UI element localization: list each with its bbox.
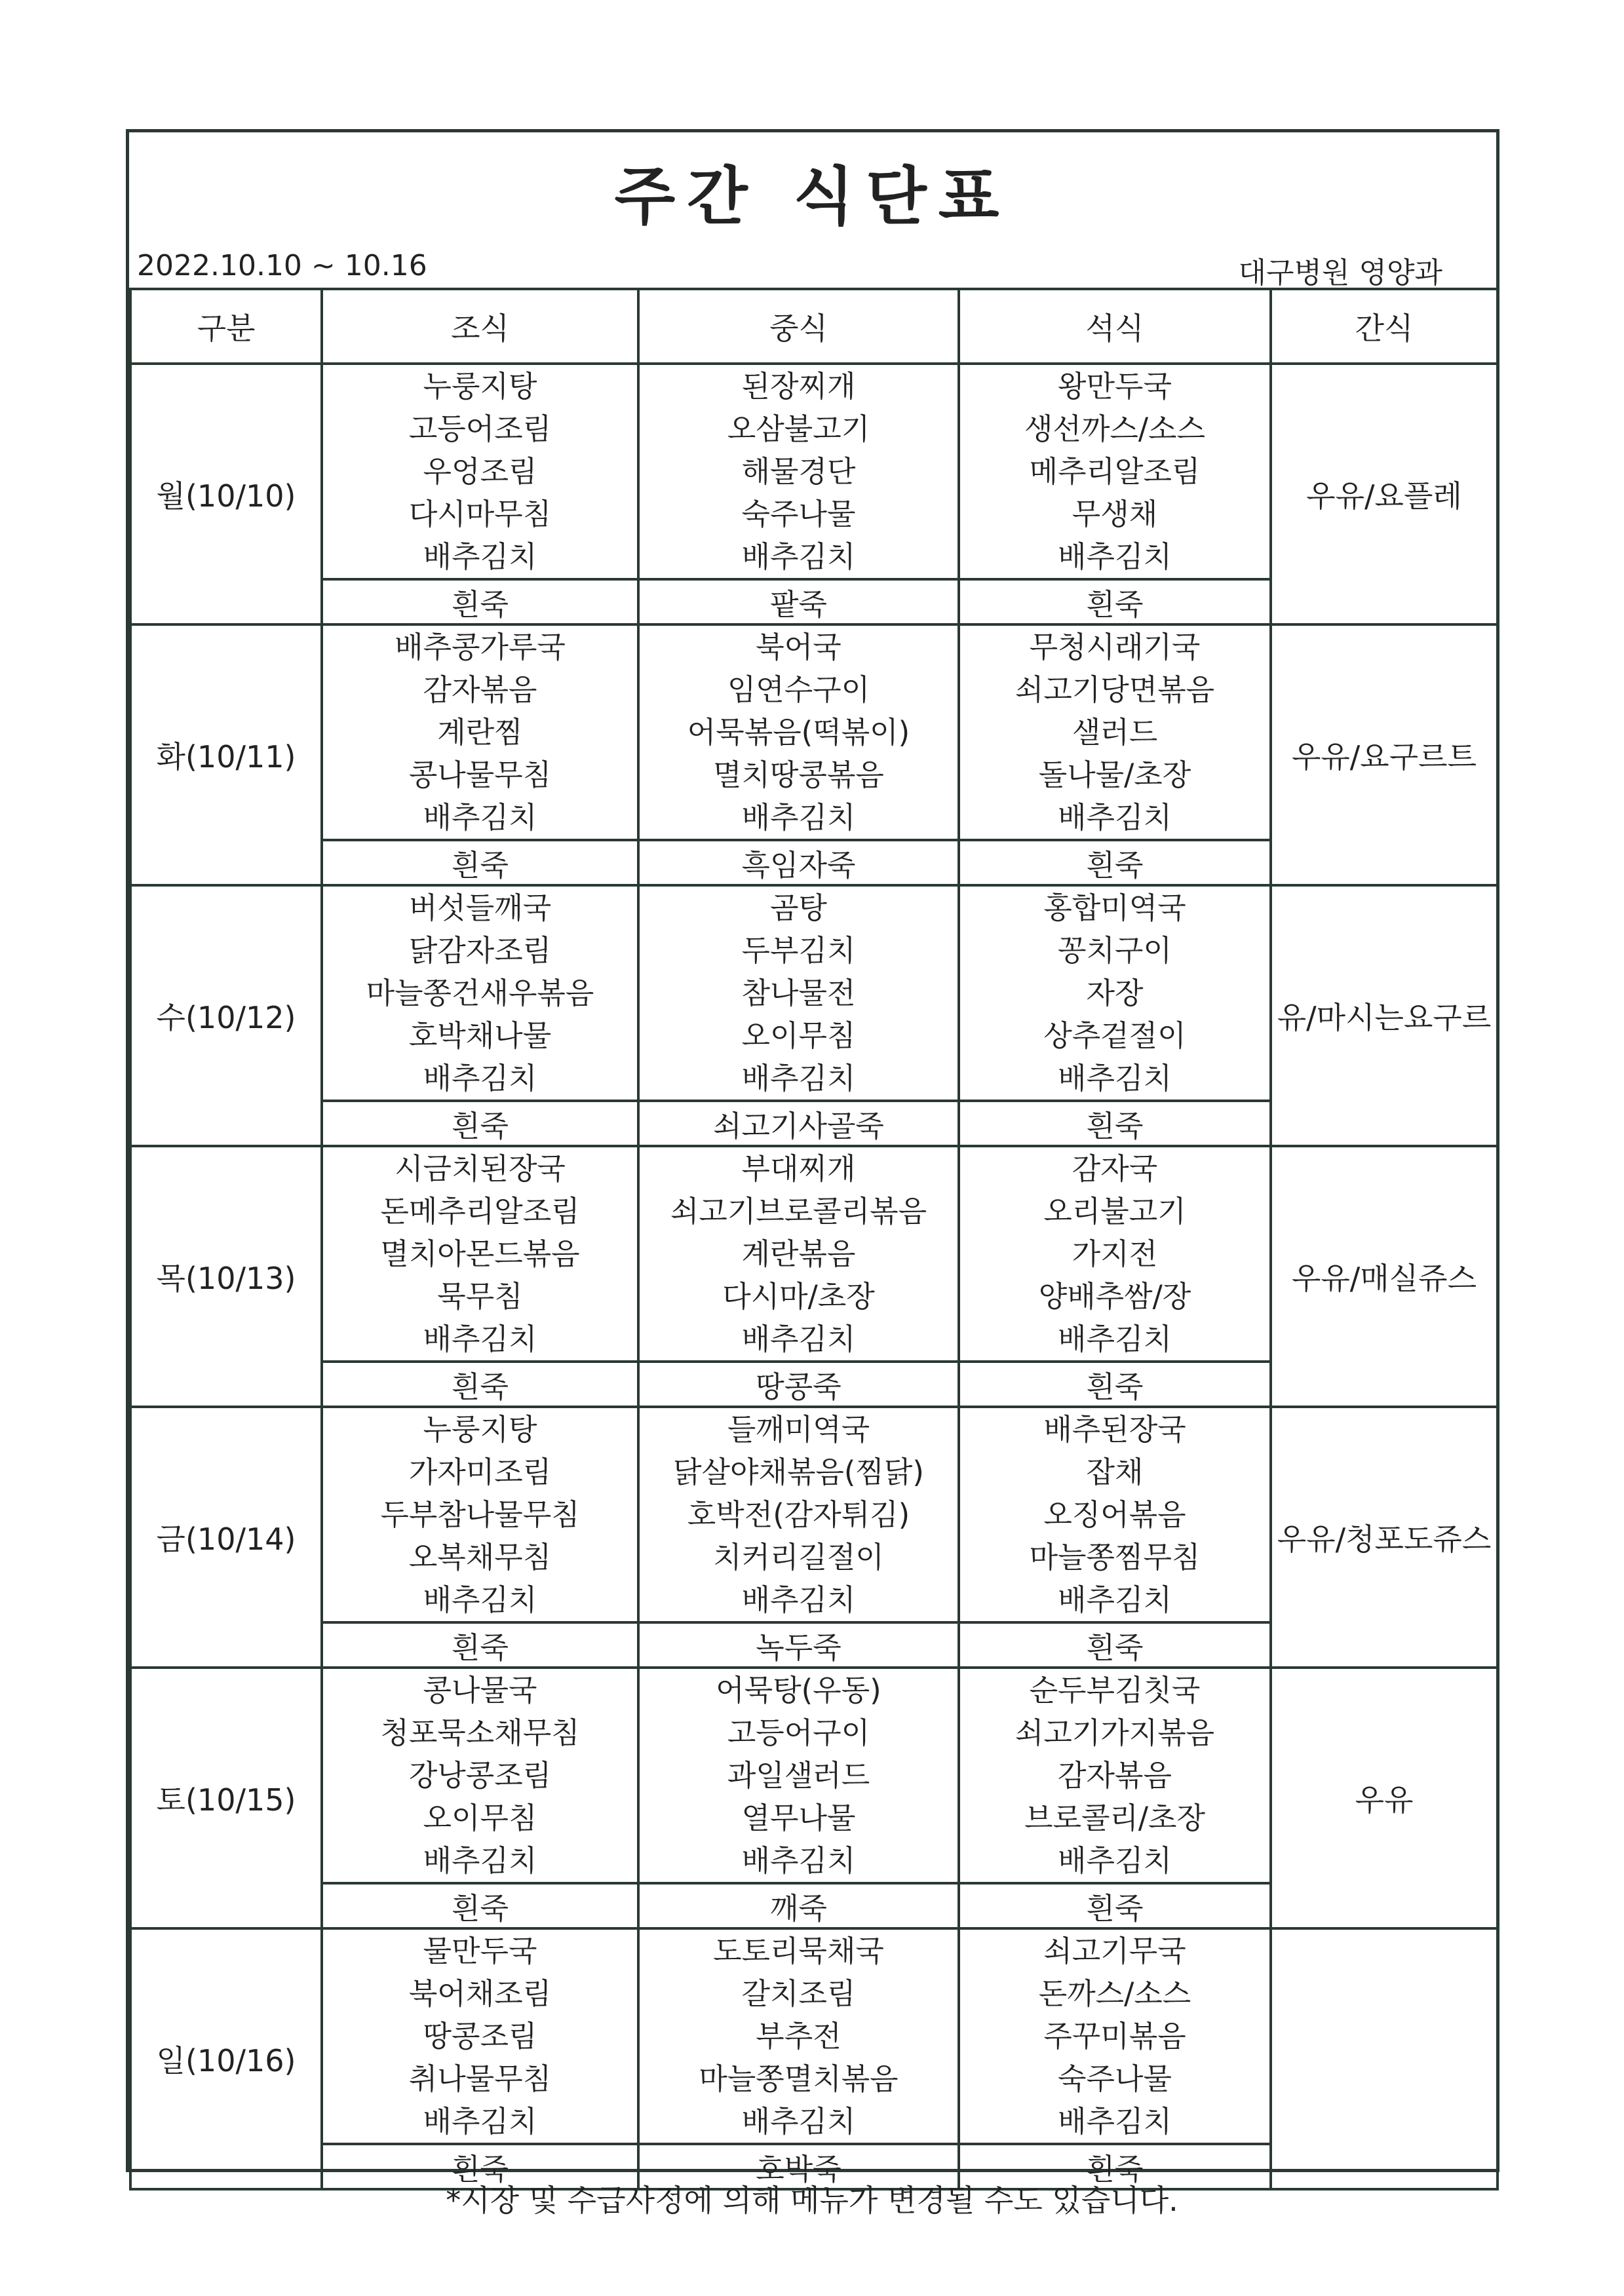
weekly-menu-table bbox=[129, 288, 1499, 2191]
porridge-cell: 흰죽 bbox=[322, 1362, 638, 1407]
dish-item: 취나물무침 bbox=[408, 2061, 552, 2096]
dish-item: 배추김치 bbox=[423, 1582, 537, 1617]
snack-cell bbox=[1271, 1928, 1498, 2189]
porridge-cell: 호박죽 bbox=[638, 2144, 959, 2189]
porridge-cell: 깨죽 bbox=[638, 1883, 959, 1928]
table-row bbox=[130, 1146, 1498, 1362]
dish-item: 참나물전 bbox=[741, 976, 856, 1010]
porridge-cell: 흰죽 bbox=[959, 1362, 1271, 1407]
dish-item: 북어국 bbox=[756, 630, 841, 664]
dish-item: 호박전(감자튀김) bbox=[687, 1497, 910, 1532]
dish-item: 배추김치 bbox=[423, 800, 537, 835]
dish-item: 배추김치 bbox=[741, 800, 856, 835]
dish-item: 도토리묵채국 bbox=[713, 1934, 884, 1968]
breakfast-dishes bbox=[322, 1928, 638, 2144]
day-label: 토(10/15) bbox=[130, 1668, 322, 1928]
snack-cell: 우유/요구르트 bbox=[1271, 624, 1498, 885]
dish-item: 멸치땅콩볶음 bbox=[713, 757, 884, 792]
dish-item: 샐러드 bbox=[1072, 715, 1158, 750]
dish-item: 배추김치 bbox=[1058, 539, 1172, 574]
dish-item: 들깨미역국 bbox=[727, 1412, 870, 1447]
day-label: 수(10/12) bbox=[130, 885, 322, 1146]
porridge-cell: 흰죽 bbox=[959, 840, 1271, 885]
dinner-dishes bbox=[959, 1928, 1271, 2144]
dish-item: 시금치된장국 bbox=[395, 1151, 566, 1186]
dish-item: 배추김치 bbox=[741, 2104, 856, 2139]
dish-item: 쇠고기브로콜리볶음 bbox=[670, 1194, 927, 1229]
day-label: 목(10/13) bbox=[130, 1146, 322, 1407]
dish-item: 배추김치 bbox=[423, 2104, 537, 2139]
dish-item: 땅콩조림 bbox=[423, 2019, 537, 2054]
dish-item: 배추김치 bbox=[741, 539, 856, 574]
dish-item: 다시마무침 bbox=[408, 497, 552, 531]
dish-item: 무생채 bbox=[1072, 497, 1158, 531]
lunch-dishes bbox=[638, 1928, 959, 2144]
porridge-cell: 쇠고기사골죽 bbox=[638, 1101, 959, 1146]
porridge-cell: 흰죽 bbox=[322, 579, 638, 624]
header-dinner: 석식 bbox=[959, 289, 1271, 364]
dish-item: 오이무침 bbox=[423, 1801, 537, 1835]
day-label: 금(10/14) bbox=[130, 1407, 322, 1668]
dinner-dishes bbox=[959, 1146, 1271, 1362]
lunch-dishes bbox=[638, 624, 959, 840]
dish-item: 배추김치 bbox=[741, 1061, 856, 1096]
dish-item: 양배추쌈/장 bbox=[1038, 1279, 1191, 1314]
table-header-row bbox=[130, 289, 1498, 364]
dish-item: 왕만두국 bbox=[1058, 369, 1172, 404]
dish-item: 누룽지탕 bbox=[423, 369, 537, 404]
dish-item: 감자볶음 bbox=[423, 672, 537, 707]
footnote: *시장 및 수급사정에 의해 메뉴가 변경될 수도 있습니다. bbox=[446, 2183, 1178, 2218]
dish-item: 마늘쫑멸치볶음 bbox=[699, 2061, 899, 2096]
dish-item: 청포묵소채무침 bbox=[380, 1715, 580, 1750]
snack-cell: 우유/요플레 bbox=[1271, 364, 1498, 624]
dish-item: 갈치조림 bbox=[741, 1976, 856, 2011]
lunch-dishes bbox=[638, 364, 959, 579]
table-row bbox=[130, 1668, 1498, 1883]
dinner-dishes bbox=[959, 1407, 1271, 1622]
dish-item: 열무나물 bbox=[741, 1801, 856, 1835]
header-snack: 간식 bbox=[1271, 289, 1498, 364]
dish-item: 자장 bbox=[1086, 976, 1144, 1010]
breakfast-dishes bbox=[322, 1668, 638, 1883]
dish-item: 마늘쫑찜무침 bbox=[1029, 1540, 1201, 1575]
snack-cell: 우유/매실쥬스 bbox=[1271, 1146, 1498, 1407]
dish-item: 호박채나물 bbox=[408, 1018, 552, 1053]
dish-item: 오삼불고기 bbox=[727, 411, 870, 446]
porridge-cell: 흰죽 bbox=[959, 1883, 1271, 1928]
dish-item: 숙주나물 bbox=[1058, 2061, 1172, 2096]
dinner-dishes bbox=[959, 624, 1271, 840]
porridge-cell: 흰죽 bbox=[959, 1622, 1271, 1668]
dish-item: 배추김치 bbox=[1058, 800, 1172, 835]
lunch-dishes bbox=[638, 1407, 959, 1622]
dish-item: 닭감자조림 bbox=[408, 933, 552, 968]
dish-item: 배추콩가루국 bbox=[395, 630, 566, 664]
dish-item: 오복채무침 bbox=[408, 1540, 552, 1575]
dish-item: 배추김치 bbox=[1058, 1582, 1172, 1617]
dish-item: 두부김치 bbox=[741, 933, 856, 968]
dish-item: 돌나물/초장 bbox=[1038, 757, 1191, 792]
dish-item: 감자볶음 bbox=[1058, 1758, 1172, 1793]
day-label: 화(10/11) bbox=[130, 624, 322, 885]
porridge-cell: 흰죽 bbox=[322, 840, 638, 885]
dish-item: 고등어조림 bbox=[408, 411, 552, 446]
dish-item: 오징어볶음 bbox=[1043, 1497, 1186, 1532]
snack-cell: 우유 bbox=[1271, 1668, 1498, 1928]
table-row bbox=[130, 364, 1498, 579]
dish-item: 묵무침 bbox=[437, 1279, 523, 1314]
dish-item: 가자미조림 bbox=[408, 1455, 552, 1489]
dinner-dishes bbox=[959, 885, 1271, 1101]
dish-item: 멸치아몬드볶음 bbox=[380, 1236, 580, 1271]
table-row bbox=[130, 885, 1498, 1101]
dish-item: 가지전 bbox=[1072, 1236, 1158, 1271]
menu-body bbox=[130, 364, 1498, 2189]
dish-item: 해물경단 bbox=[741, 454, 856, 489]
dish-item: 배추김치 bbox=[423, 1322, 537, 1356]
dish-item: 콩나물무침 bbox=[408, 757, 552, 792]
dish-item: 배추김치 bbox=[1058, 1322, 1172, 1356]
table-row bbox=[130, 1407, 1498, 1622]
dish-item: 생선까스/소스 bbox=[1024, 411, 1205, 446]
porridge-cell: 흰죽 bbox=[959, 579, 1271, 624]
dish-item: 부대찌개 bbox=[741, 1151, 856, 1186]
breakfast-dishes bbox=[322, 885, 638, 1101]
dish-item: 무청시래기국 bbox=[1029, 630, 1201, 664]
dish-item: 강낭콩조림 bbox=[408, 1758, 552, 1793]
snack-cell: 우유/청포도쥬스 bbox=[1271, 1407, 1498, 1668]
header-breakfast: 조식 bbox=[322, 289, 638, 364]
dish-item: 된장찌개 bbox=[741, 369, 856, 404]
dish-item: 어묵탕(우동) bbox=[716, 1673, 881, 1708]
dish-item: 치커리길절이 bbox=[713, 1540, 884, 1575]
dish-item: 돈까스/소스 bbox=[1038, 1976, 1191, 2011]
dish-item: 돈메추리알조림 bbox=[380, 1194, 580, 1229]
dish-item: 배추김치 bbox=[741, 1843, 856, 1878]
dish-item: 배추김치 bbox=[1058, 2104, 1172, 2139]
header-category: 구분 bbox=[130, 289, 322, 364]
porridge-cell: 흰죽 bbox=[322, 1622, 638, 1668]
porridge-cell: 흑임자죽 bbox=[638, 840, 959, 885]
menu-period: 2022.10.10 ~ 10.16 bbox=[137, 249, 427, 282]
porridge-cell: 땅콩죽 bbox=[638, 1362, 959, 1407]
dish-item: 배추김치 bbox=[423, 1843, 537, 1878]
dish-item: 오리불고기 bbox=[1043, 1194, 1186, 1229]
dish-item: 닭살야채볶음(찜닭) bbox=[673, 1455, 924, 1489]
page-title: 주간 식단표 bbox=[614, 160, 1011, 233]
dish-item: 어묵볶음(떡볶이) bbox=[687, 715, 910, 750]
lunch-dishes bbox=[638, 1146, 959, 1362]
dish-item: 임연수구이 bbox=[727, 672, 870, 707]
dish-item: 오이무침 bbox=[741, 1018, 856, 1053]
dinner-dishes bbox=[959, 364, 1271, 579]
dish-item: 물만두국 bbox=[423, 1934, 537, 1968]
lunch-dishes bbox=[638, 1668, 959, 1883]
table-row bbox=[130, 1928, 1498, 2144]
day-label: 월(10/10) bbox=[130, 364, 322, 624]
porridge-cell: 팥죽 bbox=[638, 579, 959, 624]
dish-item: 감자국 bbox=[1072, 1151, 1158, 1186]
porridge-cell: 흰죽 bbox=[959, 1101, 1271, 1146]
department-name: 대구병원 영양과 bbox=[1238, 256, 1442, 290]
porridge-cell: 흰죽 bbox=[322, 1101, 638, 1146]
dish-item: 계란찜 bbox=[437, 715, 523, 750]
dish-item: 숙주나물 bbox=[741, 497, 856, 531]
dish-item: 콩나물국 bbox=[423, 1673, 537, 1708]
dish-item: 곰탕 bbox=[770, 890, 827, 925]
dish-item: 상추겉절이 bbox=[1043, 1018, 1186, 1053]
dish-item: 배추김치 bbox=[1058, 1061, 1172, 1096]
menu-sheet bbox=[126, 129, 1499, 2187]
porridge-cell: 흰죽 bbox=[322, 2144, 638, 2189]
dish-item: 브로콜리/초장 bbox=[1024, 1801, 1205, 1835]
dish-item: 부추전 bbox=[756, 2019, 841, 2054]
snack-cell: 유/마시는요구르 bbox=[1271, 885, 1498, 1146]
table-row bbox=[130, 624, 1498, 840]
dish-item: 꽁치구이 bbox=[1058, 933, 1172, 968]
dish-item: 버섯들깨국 bbox=[408, 890, 552, 925]
dish-item: 순두부김칫국 bbox=[1029, 1673, 1201, 1708]
lunch-dishes bbox=[638, 885, 959, 1101]
dish-item: 쇠고기무국 bbox=[1043, 1934, 1186, 1968]
header-lunch: 중식 bbox=[638, 289, 959, 364]
dish-item: 다시마/초장 bbox=[722, 1279, 875, 1314]
dish-item: 마늘쫑건새우볶음 bbox=[366, 976, 594, 1010]
dish-item: 두부참나물무침 bbox=[380, 1497, 580, 1532]
porridge-cell: 녹두죽 bbox=[638, 1622, 959, 1668]
dish-item: 배추김치 bbox=[423, 1061, 537, 1096]
dish-item: 고등어구이 bbox=[727, 1715, 870, 1750]
dish-item: 쇠고기가지볶음 bbox=[1015, 1715, 1215, 1750]
dish-item: 과일샐러드 bbox=[727, 1758, 870, 1793]
dish-item: 배추김치 bbox=[741, 1322, 856, 1356]
dish-item: 계란볶음 bbox=[741, 1236, 856, 1271]
dish-item: 홍합미역국 bbox=[1043, 890, 1186, 925]
breakfast-dishes bbox=[322, 1146, 638, 1362]
day-label: 일(10/16) bbox=[130, 1928, 322, 2189]
dish-item: 배추김치 bbox=[1058, 1843, 1172, 1878]
porridge-cell: 흰죽 bbox=[322, 1883, 638, 1928]
dish-item: 배추김치 bbox=[423, 539, 537, 574]
dinner-dishes bbox=[959, 1668, 1271, 1883]
dish-item: 누룽지탕 bbox=[423, 1412, 537, 1447]
dish-item: 주꾸미볶음 bbox=[1043, 2019, 1186, 2054]
breakfast-dishes bbox=[322, 364, 638, 579]
breakfast-dishes bbox=[322, 624, 638, 840]
porridge-cell: 흰죽 bbox=[959, 2144, 1271, 2189]
dish-item: 북어채조림 bbox=[408, 1976, 552, 2011]
breakfast-dishes bbox=[322, 1407, 638, 1622]
dish-item: 잡채 bbox=[1086, 1455, 1144, 1489]
dish-item: 메추리알조림 bbox=[1029, 454, 1201, 489]
dish-item: 배추김치 bbox=[741, 1582, 856, 1617]
dish-item: 배추된장국 bbox=[1043, 1412, 1186, 1447]
dish-item: 쇠고기당면볶음 bbox=[1015, 672, 1215, 707]
dish-item: 우엉조림 bbox=[423, 454, 537, 489]
